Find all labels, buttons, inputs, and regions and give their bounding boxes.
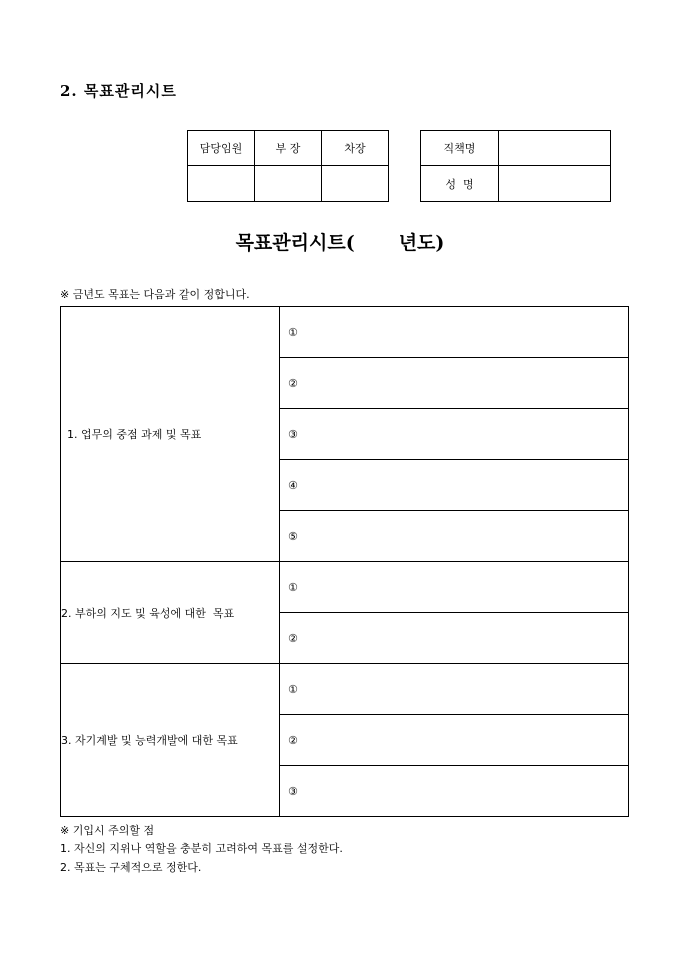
intro-note: ※ 금년도 목표는 다음과 같이 정합니다. [60,288,250,301]
position-label: 직책명 [421,131,499,166]
goal-category-2: 2. 부하의 지도 및 육성에 대한 목표 [61,562,280,664]
goal-item[interactable] [280,358,629,409]
item-number: ③ [288,427,298,441]
approval-sign-manager[interactable] [255,166,322,202]
item-number: ⑤ [288,529,298,543]
goal-item[interactable] [280,613,629,664]
item-number: ② [288,376,298,390]
goal-category-1: 1. 업무의 중점 과제 및 목표 [61,307,280,562]
item-number: ① [288,325,298,339]
goal-item[interactable] [280,664,629,715]
item-number: ① [288,580,298,594]
footer-heading: ※ 기입시 주의할 점 [60,824,155,837]
position-field[interactable] [499,131,611,166]
approval-table [187,130,389,202]
section-title: 2. 목표관리시트 [60,82,177,100]
goal-item[interactable] [280,715,629,766]
main-title-prefix: 목표관리시트( [235,232,355,254]
goal-item[interactable] [280,307,629,358]
person-info-table [420,130,611,202]
item-number: ③ [288,784,298,798]
approval-sign-deputy[interactable] [322,166,389,202]
approval-sign-executive[interactable] [188,166,255,202]
name-label: 성 명 [421,166,499,202]
goal-item[interactable] [280,409,629,460]
footer-line: 1. 자신의 지위나 역할을 충분히 고려하여 목표를 설정한다. [60,842,343,855]
goal-item[interactable] [280,766,629,817]
goal-item[interactable] [280,511,629,562]
name-field[interactable] [499,166,611,202]
footer-line: 2. 목표는 구체적으로 정한다. [60,861,202,874]
approval-header-executive: 담당임원 [188,131,255,166]
approval-header-manager: 부 장 [255,131,322,166]
goal-category-3: 3. 자기계발 및 능력개발에 대한 목표 [61,664,280,817]
main-title-suffix: 년도) [398,232,445,254]
approval-header-deputy: 차장 [322,131,389,166]
goal-item[interactable] [280,460,629,511]
item-number: ④ [288,478,298,492]
goal-item[interactable] [280,562,629,613]
item-number: ① [288,682,298,696]
item-number: ② [288,733,298,747]
goals-table [60,306,629,817]
item-number: ② [288,631,298,645]
main-title [0,228,680,255]
